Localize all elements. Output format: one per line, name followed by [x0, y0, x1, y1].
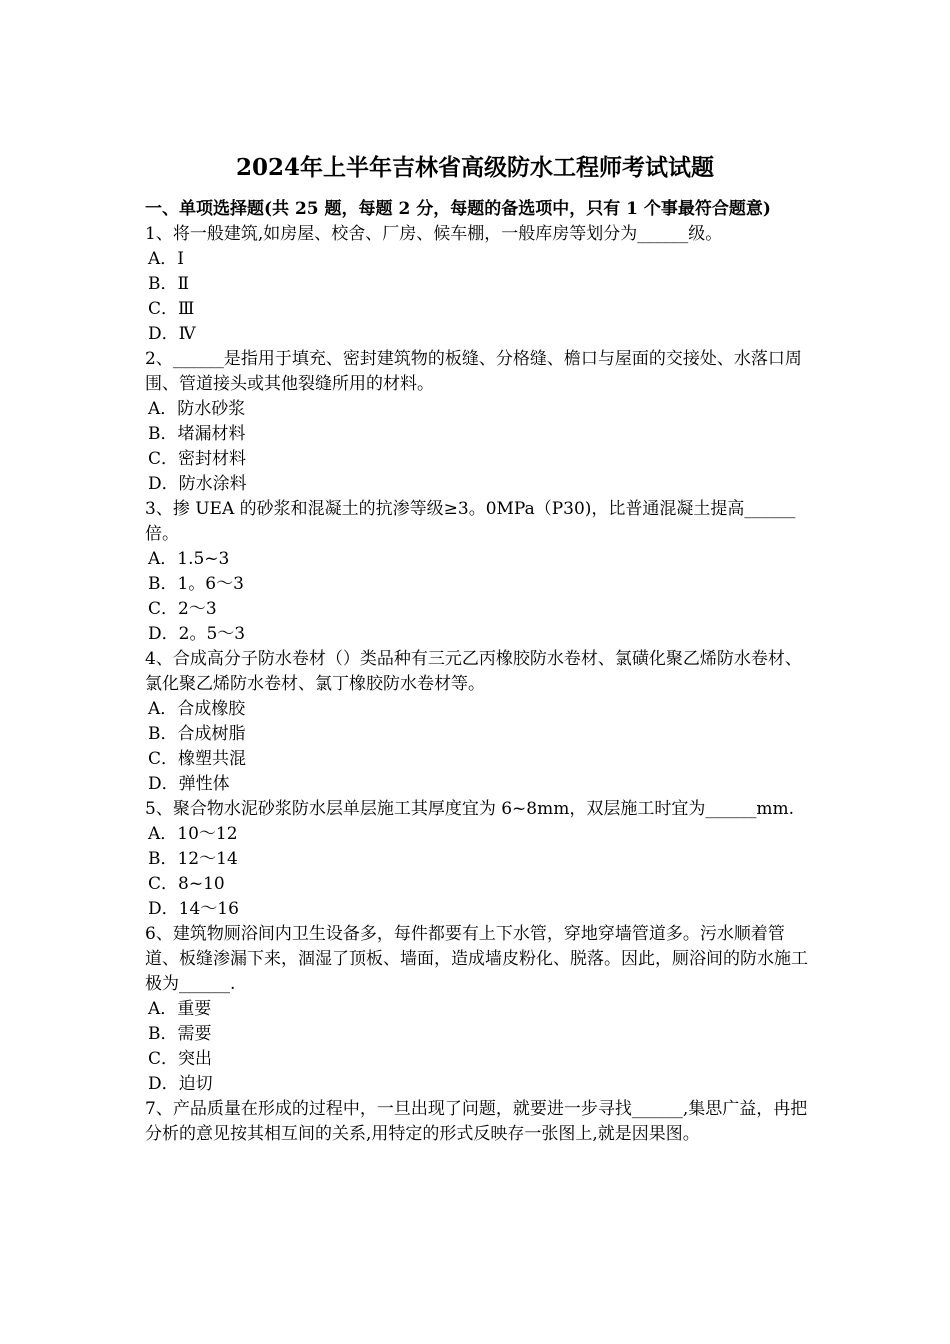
question-1: [145, 222, 810, 347]
document-title: 2024年上半年吉林省高级防水工程师考试试题: [235, 154, 714, 181]
question-text: 3、掺 UEA 的砂浆和混凝土的抗渗等级≥3。0MPa（P30)，比普通混凝土提高______倍。: [145, 499, 796, 544]
document-body: [145, 197, 810, 1147]
option-b: B．Ⅱ: [148, 274, 190, 294]
question-text: 2、______是指用于填充、密封建筑物的板缝、分格缝、檐口与屋面的交接处、水落口周围、管道接头或其他裂缝所用的材料。: [145, 349, 802, 394]
option-a: A．重要: [148, 999, 212, 1019]
option-c: C．2～3: [148, 599, 217, 619]
question-6: [145, 922, 810, 1097]
option-d: D．迫切: [148, 1074, 213, 1094]
section-heading: 一、单项选择题(共 25 题，每题 2 分，每题的备选项中，只有 1 个事最符合题意): [145, 199, 771, 219]
option-c: C．密封材料: [148, 449, 247, 469]
option-d: D．2。5～3: [148, 624, 246, 644]
option-a: A．1.5~3: [148, 549, 230, 569]
option-d: D．防水涂料: [148, 474, 247, 494]
option-d: D．14～16: [148, 899, 239, 919]
option-c: C．突出: [148, 1049, 213, 1069]
option-b: B．合成树脂: [148, 724, 246, 744]
question-text: 7、产品质量在形成的过程中，一旦出现了问题，就要进一步寻找______,集思广益，冉把分析的意见按其相互间的关系,用特定的形式反映存一张图上,就是因果图。: [145, 1099, 808, 1144]
option-a: A．Ⅰ: [148, 249, 184, 269]
option-a: A．防水砂浆: [148, 399, 246, 419]
option-a: A．10～12: [148, 824, 238, 844]
option-b: B．堵漏材料: [148, 424, 246, 444]
option-c: C．橡塑共混: [148, 749, 247, 769]
option-b: B．1。6～3: [148, 574, 244, 594]
option-c: C．8~10: [148, 874, 225, 894]
option-d: D．Ⅳ: [148, 324, 196, 344]
option-a: A．合成橡胶: [148, 699, 246, 719]
option-d: D．弹性体: [148, 774, 230, 794]
question-text: 5、聚合物水泥砂浆防水层单层施工其厚度宜为 6~8mm，双层施工时宜为______mm.: [145, 799, 794, 819]
question-3: [145, 497, 810, 647]
question-2: [145, 347, 810, 497]
question-4: [145, 647, 810, 797]
option-b: B．需要: [148, 1024, 212, 1044]
question-text: 1、将一般建筑,如房屋、校舍、厂房、候车棚，一般库房等划分为______级。: [145, 224, 723, 244]
question-text: 6、建筑物厕浴间内卫生设备多，每件都要有上下水管，穿地穿墙管道多。污水顺着管道、板缝渗漏下来，涸湿了顶板、墙面，造成墙皮粉化、脱落。因此，厕浴间的防水施工极为______.: [145, 924, 808, 994]
question-text: 4、合成高分子防水卷材（）类品种有三元乙丙橡胶防水卷材、氯磺化聚乙烯防水卷材、氯化聚乙烯防水卷材、氯丁橡胶防水卷材等。: [145, 649, 802, 694]
option-c: C．Ⅲ: [148, 299, 195, 319]
option-b: B．12～14: [148, 849, 238, 869]
question-7: [145, 1097, 810, 1147]
question-5: [145, 797, 810, 922]
